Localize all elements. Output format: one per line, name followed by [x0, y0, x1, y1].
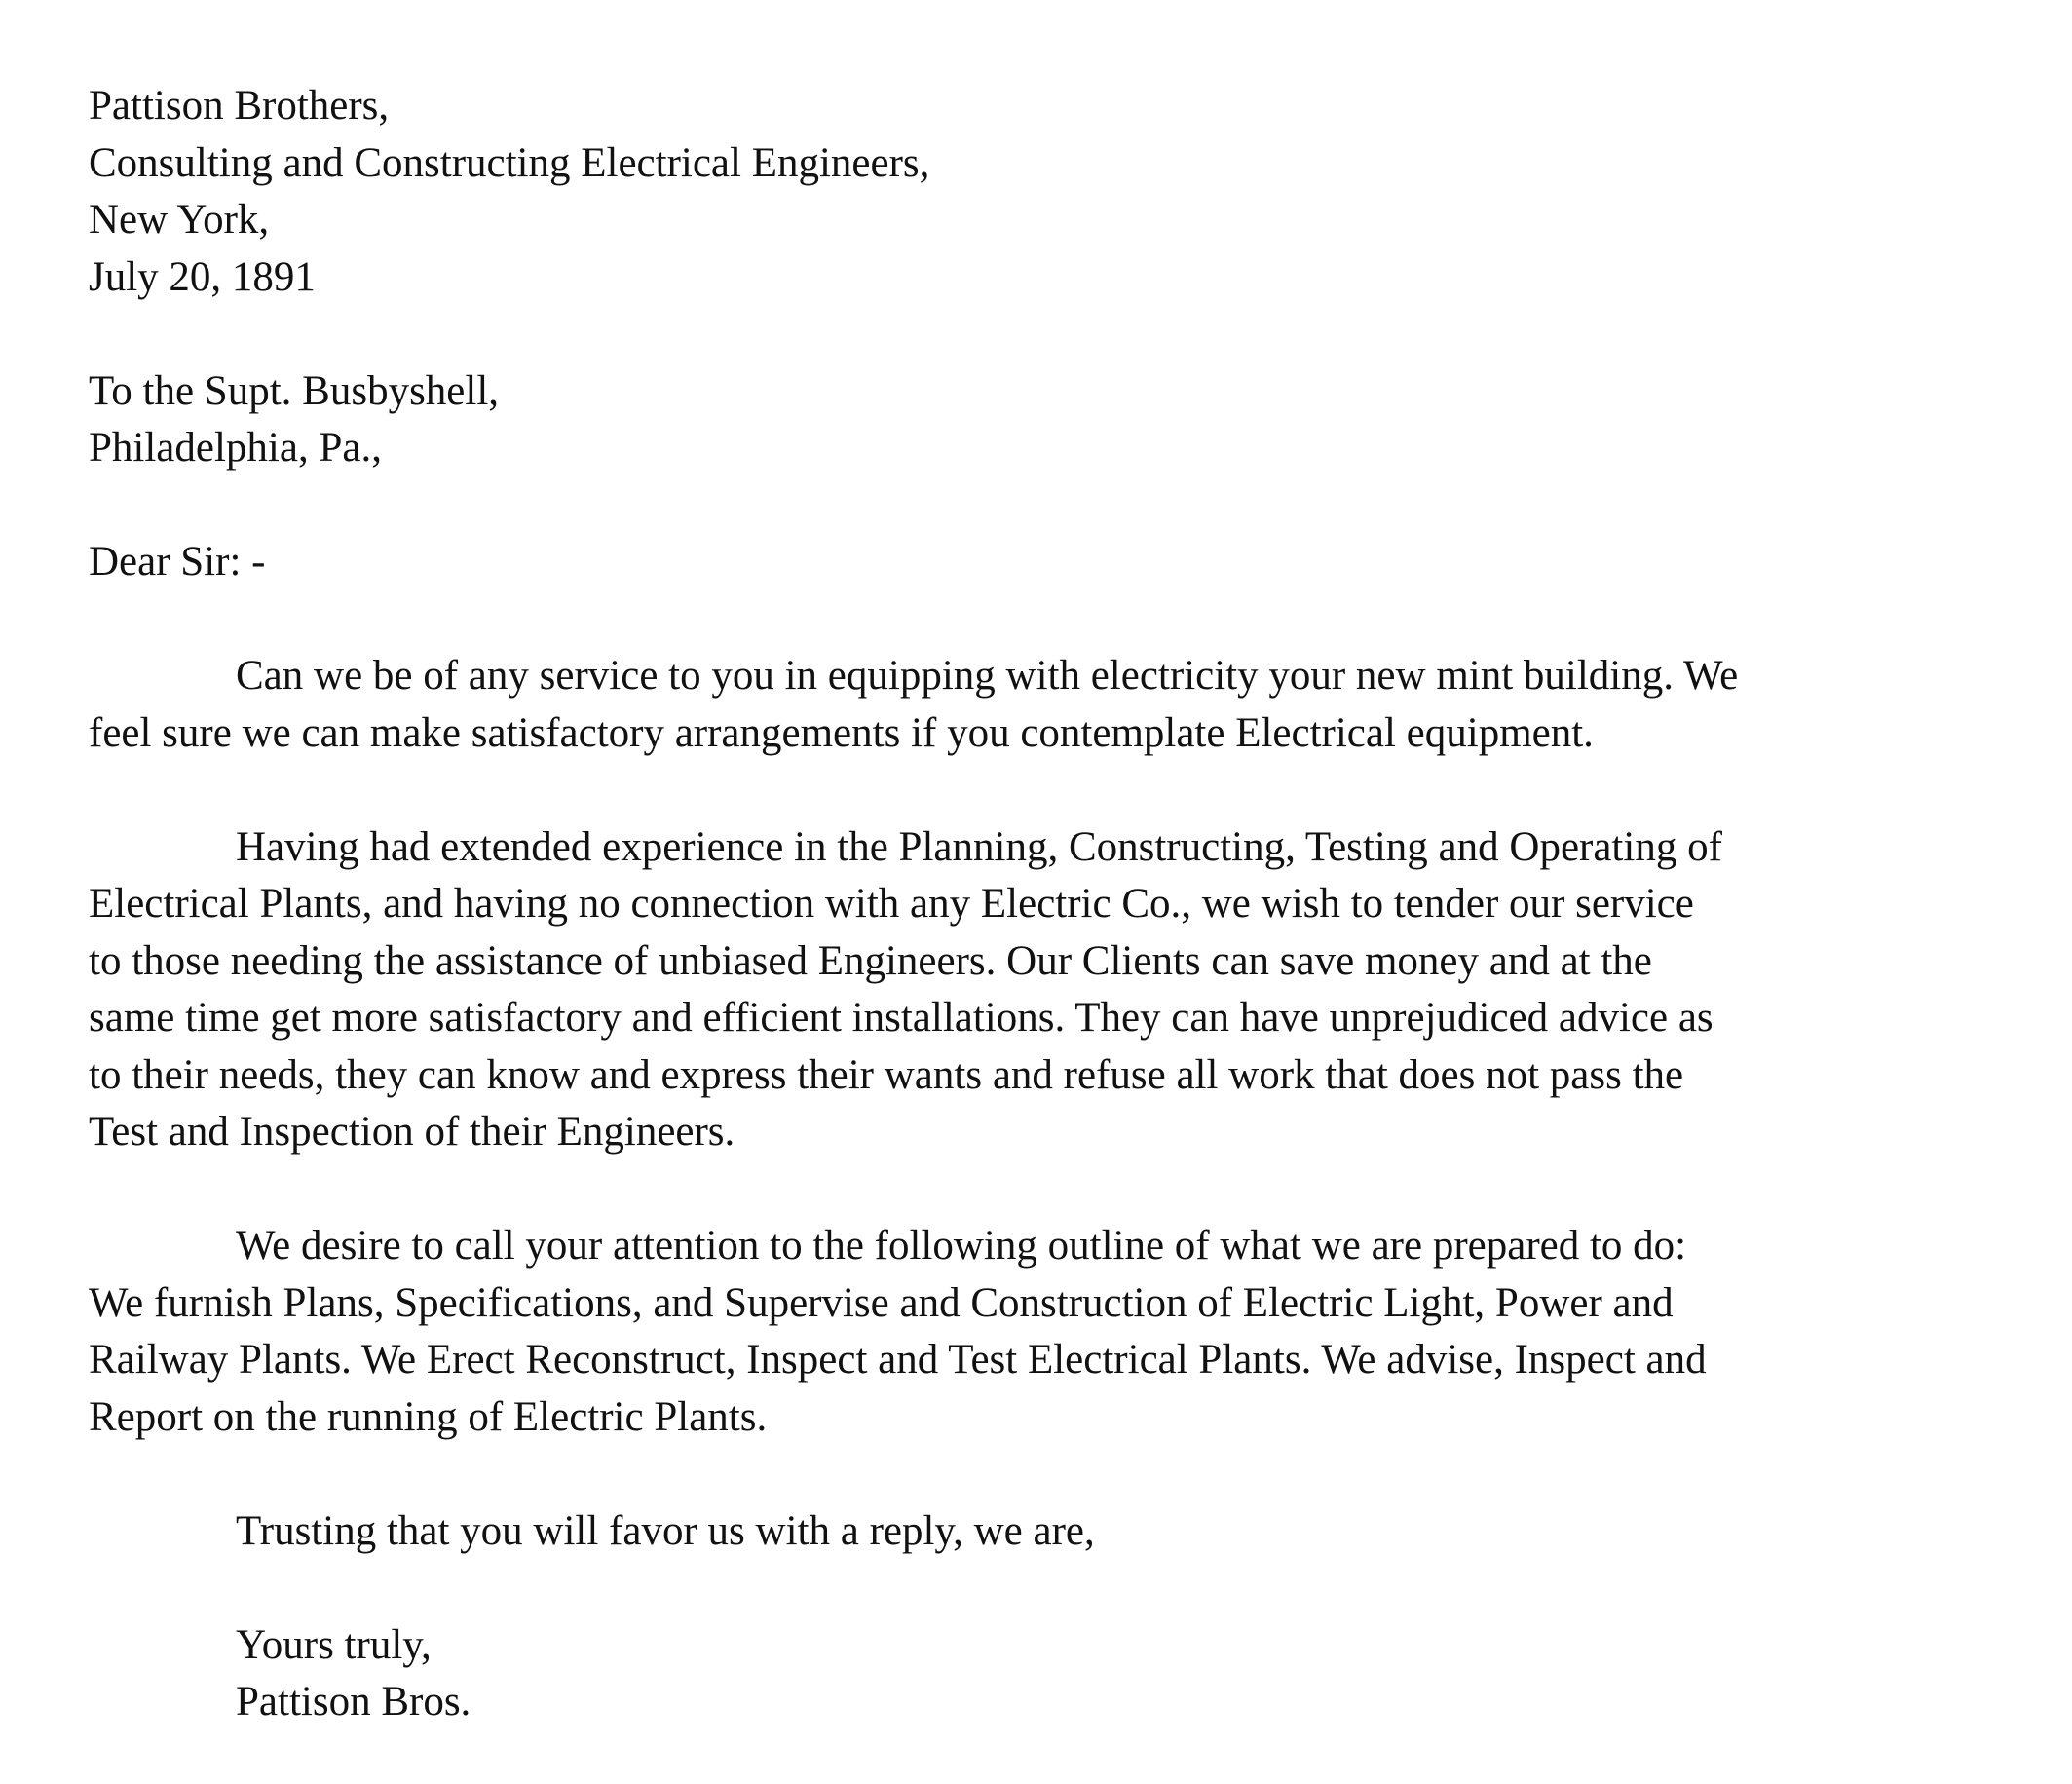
paragraph-line: Can we be of any service to you in equipping with electricity your new mint building. We: [236, 653, 1739, 699]
spacer: [89, 477, 2017, 535]
closing-sentence: Trusting that you will favor us with a reply, we are,: [236, 1507, 1095, 1554]
firm-description: Consulting and Constructing Electrical Engineers,: [89, 139, 930, 186]
closing-paragraph: [89, 1503, 2017, 1561]
spacer: [89, 306, 2017, 363]
salutation-text: Dear Sir: -: [89, 539, 266, 585]
paragraph-line: to their needs, they can know and express their wants and refuse all work that does not pass the: [89, 1051, 1684, 1098]
paragraph-line: same time get more satisfactory and efficient installations. They can have unprejudiced advice as: [89, 995, 1714, 1041]
spacer: [89, 591, 2017, 649]
spacer: [89, 1446, 2017, 1503]
recipient-name: To the Supt. Busbyshell,: [89, 367, 500, 414]
recipient-address: [89, 363, 2017, 477]
valediction: Yours truly,: [236, 1621, 432, 1668]
paragraph-line: Report on the running of Electric Plants.: [89, 1393, 768, 1440]
spacer: [89, 1560, 2017, 1617]
letter-page: [89, 78, 2017, 1731]
paragraph-line: We furnish Plans, Specifications, and Supervise and Construction of Electric Light, Power and: [89, 1279, 1674, 1326]
recipient-city: Philadelphia, Pa.,: [89, 425, 382, 471]
spacer: [89, 762, 2017, 819]
signoff: [89, 1617, 2017, 1731]
spacer: [89, 1161, 2017, 1219]
firm-name: Pattison Brothers,: [89, 83, 390, 129]
paragraph-line: to those needing the assistance of unbiased Engineers. Our Clients can save money and at the: [89, 937, 1652, 984]
paragraph-line: Railway Plants. We Erect Reconstruct, Inspect and Test Electrical Plants. We advise, Inspect and: [89, 1337, 1707, 1383]
signature: Pattison Bros.: [236, 1679, 471, 1725]
salutation: [89, 534, 2017, 591]
paragraph-line: Electrical Plants, and having no connection with any Electric Co., we wish to tender our service: [89, 881, 1694, 927]
paragraph-line: Having had extended experience in the Planning, Constructing, Testing and Operating of: [236, 823, 1722, 870]
letterhead: [89, 78, 2017, 306]
body-paragraph-1: [89, 648, 2017, 762]
paragraph-line: Test and Inspection of their Engineers.: [89, 1109, 735, 1155]
body-paragraph-3: [89, 1218, 2017, 1446]
paragraph-line: feel sure we can make satisfactory arrangements if you contemplate Electrical equipment.: [89, 709, 1594, 756]
letter-date: July 20, 1891: [89, 253, 316, 300]
body-paragraph-2: [89, 819, 2017, 1161]
firm-city: New York,: [89, 197, 270, 243]
paragraph-line: We desire to call your attention to the following outline of what we are prepared to do:: [236, 1223, 1687, 1269]
